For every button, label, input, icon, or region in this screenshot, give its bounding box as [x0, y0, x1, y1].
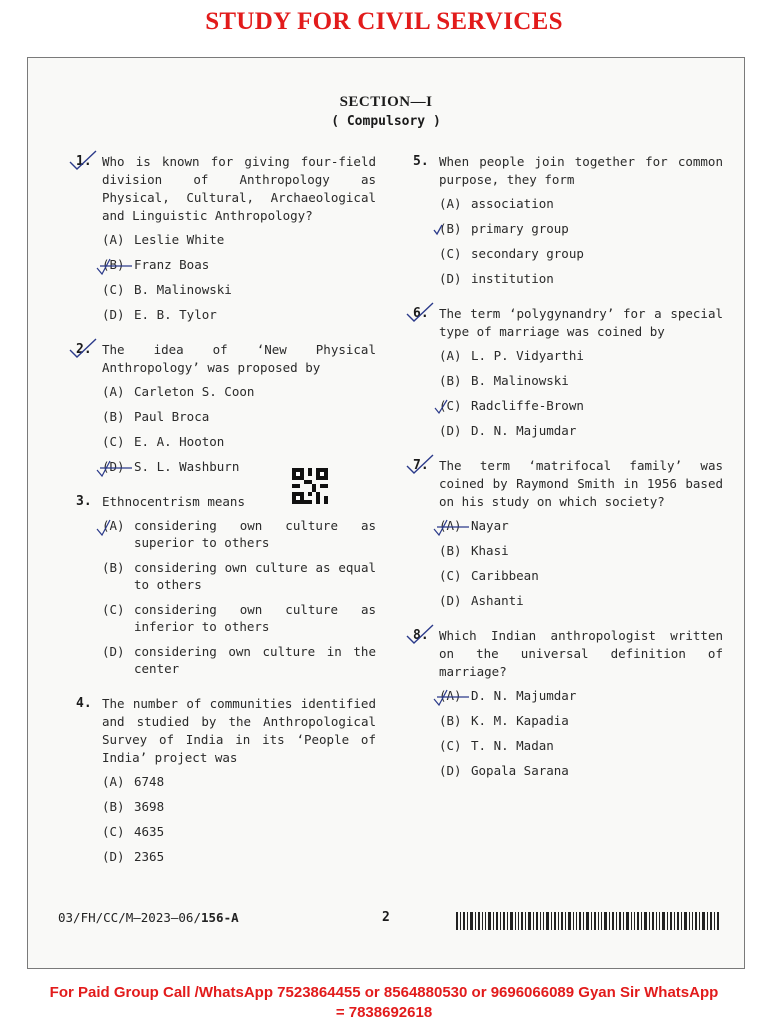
question-text: When people join together for common purpose, they form: [439, 154, 723, 187]
section-subtitle: ( Compulsory ): [331, 114, 441, 129]
option-label: (C): [102, 824, 125, 839]
option-text: Leslie White: [134, 232, 225, 247]
option-text: D. N. Majumdar: [471, 423, 577, 438]
question-text: The number of communities identified and studied by the Anthropological Survey of India in its ‘People of India’ project was: [102, 696, 376, 765]
option-text: 4635: [134, 824, 165, 839]
option-list: [439, 517, 723, 609]
option-d[interactable]: [102, 848, 376, 865]
option-label: (C): [439, 246, 462, 261]
option-text: association: [471, 196, 554, 211]
paper-code-prefix: 03/FH/CC/M–2023–06/: [58, 910, 201, 925]
question-1: [76, 153, 376, 323]
option-text: 3698: [134, 799, 165, 814]
contact-line-2: = 7838692618: [335, 1004, 433, 1021]
option-text: Radcliffe-Brown: [471, 398, 584, 413]
option-b[interactable]: [102, 256, 376, 273]
option-c[interactable]: [439, 567, 723, 584]
option-text: Khasi: [471, 543, 509, 558]
option-d[interactable]: [102, 306, 376, 323]
option-label: (A): [439, 348, 462, 363]
option-b[interactable]: [102, 559, 376, 593]
option-label: (D): [439, 763, 462, 778]
option-text: D. N. Majumdar: [471, 688, 577, 703]
option-text: Nayar: [471, 518, 509, 533]
page-number: 2: [382, 910, 390, 925]
question-text: Ethnocentrism means: [102, 494, 245, 509]
question-4: [76, 695, 376, 865]
option-c[interactable]: [102, 433, 376, 450]
option-label: (D): [102, 644, 125, 659]
option-text: T. N. Madan: [471, 738, 554, 753]
option-text: E. A. Hooton: [134, 434, 225, 449]
option-c[interactable]: [439, 737, 723, 754]
option-label: (A): [102, 774, 125, 789]
option-label: (A): [102, 518, 125, 533]
question-text: Who is known for giving four-field division of Anthropology as Physical, Cultural, Archaeological and Linguistic Anthropology?: [102, 154, 376, 223]
option-list: [439, 195, 723, 287]
left-column: [76, 153, 376, 883]
option-text: considering own culture as equal to others: [134, 560, 376, 592]
question-5: [413, 153, 723, 287]
option-d[interactable]: [439, 762, 723, 779]
question-text: The idea of ‘New Physical Anthropology’ was proposed by: [102, 342, 376, 375]
option-b[interactable]: [102, 408, 376, 425]
paper-code: [58, 910, 239, 925]
option-c[interactable]: [102, 281, 376, 298]
option-c[interactable]: [102, 601, 376, 635]
option-list: [102, 517, 376, 677]
option-a[interactable]: [439, 195, 723, 212]
option-b[interactable]: [439, 712, 723, 729]
right-column: [413, 153, 723, 797]
option-d[interactable]: [439, 270, 723, 287]
section-title: SECTION—I: [339, 94, 433, 110]
option-text: B. Malinowski: [134, 282, 232, 297]
option-a[interactable]: [439, 687, 723, 704]
paper-code-suffix: 156-A: [201, 910, 239, 925]
option-d[interactable]: [102, 643, 376, 677]
option-label: (C): [439, 738, 462, 753]
option-text: considering own culture in the center: [134, 644, 376, 676]
option-c[interactable]: [439, 245, 723, 262]
option-a[interactable]: [439, 517, 723, 534]
option-text: primary group: [471, 221, 569, 236]
option-label: (C): [102, 602, 125, 617]
question-text: The term ‘polygynandry’ for a special type of marriage was coined by: [439, 306, 723, 339]
option-text: L. P. Vidyarthi: [471, 348, 584, 363]
option-label: (B): [439, 221, 462, 236]
option-label: (D): [439, 593, 462, 608]
option-label: (B): [439, 543, 462, 558]
option-label: (D): [102, 849, 125, 864]
option-text: 6748: [134, 774, 165, 789]
option-label: (D): [102, 459, 125, 474]
option-label: (D): [102, 307, 125, 322]
option-label: (B): [102, 409, 125, 424]
option-list: [102, 383, 376, 475]
option-label: (D): [439, 423, 462, 438]
option-label: (A): [439, 196, 462, 211]
question-number: 7.: [413, 458, 429, 473]
option-a[interactable]: [102, 383, 376, 400]
question-text: The term ‘matrifocal family’ was coined by Raymond Smith in 1956 based on his study on which society?: [439, 458, 723, 509]
question-number: 2.: [76, 342, 92, 357]
option-list: [439, 687, 723, 779]
option-label: (B): [102, 799, 125, 814]
option-label: (C): [439, 398, 462, 413]
option-a[interactable]: [102, 517, 376, 551]
barcode-icon: [456, 912, 721, 930]
option-label: (B): [439, 713, 462, 728]
option-text: E. B. Tylor: [134, 307, 217, 322]
option-text: Ashanti: [471, 593, 524, 608]
option-text: secondary group: [471, 246, 584, 261]
question-number: 3.: [76, 494, 92, 509]
option-text: K. M. Kapadia: [471, 713, 569, 728]
option-b[interactable]: [102, 798, 376, 815]
option-label: (B): [102, 560, 125, 575]
option-label: (A): [439, 688, 462, 703]
option-a[interactable]: [439, 347, 723, 364]
question-text: Which Indian anthropologist written on the universal definition of marriage?: [439, 628, 723, 679]
contact-line-1: For Paid Group Call /WhatsApp 7523864455 or 8564880530 or 9696066089 Gyan Sir WhatsApp: [49, 984, 719, 1001]
option-b[interactable]: [439, 372, 723, 389]
option-text: Franz Boas: [134, 257, 210, 272]
option-label: (C): [439, 568, 462, 583]
option-text: Gopala Sarana: [471, 763, 569, 778]
option-c[interactable]: [102, 823, 376, 840]
contact-info: [0, 983, 768, 1023]
question-8: [413, 627, 723, 779]
option-label: (C): [102, 282, 125, 297]
option-b[interactable]: [439, 542, 723, 559]
option-text: considering own culture as superior to others: [134, 518, 376, 550]
qr-code-icon: [292, 468, 328, 504]
option-label: (B): [439, 373, 462, 388]
option-label: (B): [102, 257, 125, 272]
option-d[interactable]: [102, 458, 376, 475]
option-c[interactable]: [439, 397, 723, 414]
question-7: [413, 457, 723, 609]
option-label: (A): [439, 518, 462, 533]
question-number: 8.: [413, 628, 429, 643]
option-text: considering own culture as inferior to others: [134, 602, 376, 634]
option-text: B. Malinowski: [471, 373, 569, 388]
option-label: (A): [102, 384, 125, 399]
option-d[interactable]: [439, 592, 723, 609]
option-label: (A): [102, 232, 125, 247]
banner-title: STUDY FOR CIVIL SERVICES: [205, 8, 563, 35]
option-list: [102, 773, 376, 865]
option-text: S. L. Washburn: [134, 459, 240, 474]
option-text: Caribbean: [471, 568, 539, 583]
question-3: [76, 493, 376, 677]
option-list: [439, 347, 723, 439]
option-d[interactable]: [439, 422, 723, 439]
option-label: (C): [102, 434, 125, 449]
option-text: Carleton S. Coon: [134, 384, 255, 399]
question-2: [76, 341, 376, 475]
exam-page: [27, 57, 745, 969]
option-a[interactable]: [102, 773, 376, 790]
option-text: 2365: [134, 849, 165, 864]
option-a[interactable]: [102, 231, 376, 248]
question-number: 5.: [413, 154, 429, 169]
option-text: Paul Broca: [134, 409, 210, 424]
option-label: (D): [439, 271, 462, 286]
option-list: [102, 231, 376, 323]
option-text: institution: [471, 271, 554, 286]
question-6: [413, 305, 723, 439]
option-b[interactable]: [439, 220, 723, 237]
question-number: 1.: [76, 154, 92, 169]
question-number: 6.: [413, 306, 429, 321]
question-number: 4.: [76, 696, 92, 711]
